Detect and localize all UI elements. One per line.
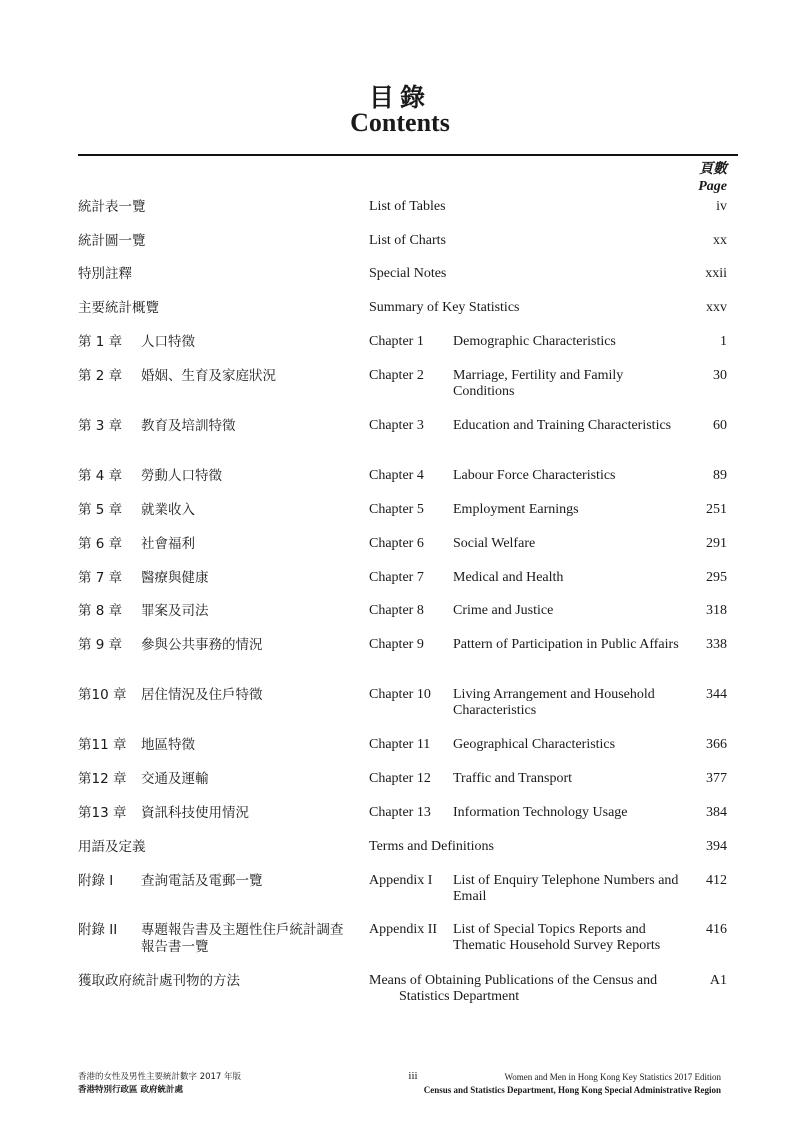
entry-page: iv: [716, 199, 727, 214]
entry-title-zh: 統計表一覽: [78, 199, 146, 215]
footer-left-line1: 香港的女性及男性主要統計數字 2017 年版: [78, 1072, 242, 1082]
chapter-title-en: Pattern of Participation in Public Affairs: [453, 637, 679, 652]
chapter-title-en: Social Welfare: [453, 536, 536, 551]
chapter-title-zh: 居住情況及住戶特徵: [141, 687, 263, 703]
entry-title-en: Terms and Definitions: [369, 839, 494, 854]
chapter-number-en: Chapter 3: [369, 418, 424, 433]
footer-left-line2: 香港特別行政區 政府統計處: [78, 1085, 183, 1095]
entry-page: 295: [706, 570, 727, 585]
chapter-title-en: Education and Training Characteristics: [453, 418, 672, 433]
chapter-number-zh: 第 9 章: [78, 637, 123, 653]
entry-title-zh: 統計圖一覽: [78, 233, 146, 249]
chapter-number-en: Chapter 9: [369, 637, 424, 652]
chapter-title-zh: 罪案及司法: [141, 603, 209, 619]
chapter-title-zh: 人口特徵: [141, 334, 195, 350]
entry-title-en: [369, 973, 681, 1005]
chapter-number-en: Chapter 1: [369, 334, 424, 349]
chapter-title-zh: 地區特徵: [141, 737, 195, 753]
entry-page: A1: [709, 973, 727, 988]
title-chinese: 目錄: [368, 83, 431, 112]
chapter-title-en: Marriage, Fertility and Family Conditions: [453, 368, 624, 399]
chapter-number-zh: 第 3 章: [78, 418, 123, 434]
entry-page: 318: [706, 603, 727, 618]
chapter-number-en: Chapter 6: [369, 536, 424, 551]
entry-page: xxv: [706, 300, 727, 315]
chapter-title-en: Information Technology Usage: [453, 805, 628, 820]
chapter-title-en: Living Arrangement and Household Characteristics: [453, 687, 655, 718]
chapter-number-en: Chapter 12: [369, 771, 431, 786]
chapter-number-zh: 第12 章: [78, 771, 127, 787]
entry-page: 1: [720, 334, 727, 349]
chapter-number-zh: 第 8 章: [78, 603, 123, 619]
chapter-title-zh: 參與公共事務的情況: [141, 637, 263, 653]
chapter-number-en: Chapter 8: [369, 603, 424, 618]
entry-title-en: List of Charts: [369, 233, 446, 248]
chapter-title-en: Crime and Justice: [453, 603, 554, 618]
title-english: Contents: [350, 108, 450, 137]
chapter-title-zh: 醫療與健康: [141, 570, 209, 586]
entry-title-en-line2: Statistics Department: [399, 989, 520, 1004]
chapter-title-en: Geographical Characteristics: [453, 737, 616, 752]
chapter-number-zh: 第 5 章: [78, 502, 123, 518]
entry-page: xx: [713, 233, 727, 248]
entry-page: 366: [706, 737, 727, 752]
chapter-number-en: Chapter 5: [369, 502, 424, 517]
chapter-number-en: Chapter 7: [369, 570, 424, 585]
entry-title-zh: 用語及定義: [78, 839, 146, 855]
chapter-title-en: Labour Force Characteristics: [453, 468, 616, 483]
chapter-title-en: Demographic Characteristics: [453, 334, 616, 349]
chapter-number-en: Chapter 2: [369, 368, 424, 383]
chapter-number-zh: 第13 章: [78, 805, 127, 821]
entry-page: 30: [713, 368, 727, 383]
page-number: iii: [408, 1070, 418, 1082]
chapter-number-en: Chapter 11: [369, 737, 431, 752]
entry-page: 384: [706, 805, 727, 820]
footer-right-line2: Census and Statistics Department, Hong Kong Special Administrative Region: [423, 1085, 721, 1095]
chapter-title-zh: 勞動人口特徵: [141, 468, 222, 484]
entry-title-zh: 獲取政府統計處刊物的方法: [78, 973, 240, 989]
entry-page: xxii: [705, 266, 727, 281]
entry-title-en: Special Notes: [369, 266, 447, 281]
chapter-number-zh: 第 4 章: [78, 468, 123, 484]
footer-right-line1: Women and Men in Hong Kong Key Statistics 2017 Edition: [504, 1072, 721, 1082]
chapter-title-en: Employment Earnings: [453, 502, 579, 517]
entry-page: 412: [706, 873, 727, 888]
chapter-number-en: Chapter 13: [369, 805, 431, 820]
appendix-number-zh: 附錄 II: [78, 922, 118, 938]
chapter-number-zh: 第 1 章: [78, 334, 123, 350]
entry-title-zh: 主要統計概覽: [78, 300, 159, 316]
entry-page: 344: [706, 687, 727, 702]
page-header-zh: 頁數: [699, 161, 727, 177]
appendix-title-en: List of Special Topics Reports and Thematic Household Survey Reports: [453, 922, 661, 953]
appendix-number-en: Appendix I: [369, 873, 433, 888]
entry-page: 60: [713, 418, 727, 433]
chapter-number-zh: 第11 章: [78, 737, 127, 753]
chapter-number-zh: 第 6 章: [78, 536, 123, 552]
appendix-title-zh: 查詢電話及電郵一覽: [141, 873, 263, 889]
chapter-title-zh: 就業收入: [141, 502, 195, 518]
appendix-number-en: Appendix II: [369, 922, 438, 937]
chapter-title-zh: 教育及培訓特徵: [141, 418, 236, 434]
entry-title-zh: 特別註釋: [78, 266, 132, 282]
entry-title-en-line1: Means of Obtaining Publications of the Census and: [369, 973, 658, 988]
chapter-title-en: Medical and Health: [453, 570, 564, 585]
chapter-title-en: Traffic and Transport: [453, 771, 573, 786]
appendix-number-zh: 附錄 I: [78, 873, 114, 889]
entry-page: 416: [706, 922, 727, 937]
chapter-number-en: Chapter 4: [369, 468, 424, 483]
chapter-title-zh: 婚姻、生育及家庭狀況: [141, 368, 276, 384]
page-header-en: Page: [698, 179, 727, 194]
entry-page: 251: [706, 502, 727, 517]
footer-right: [424, 1071, 721, 1097]
entry-page: 291: [706, 536, 727, 551]
chapter-number-zh: 第 7 章: [78, 570, 123, 586]
chapter-title-zh: 社會福利: [141, 536, 195, 552]
entry-page: 377: [706, 771, 727, 786]
entry-title-en: Summary of Key Statistics: [369, 300, 520, 315]
chapter-number-zh: 第 2 章: [78, 368, 123, 384]
appendix-title-en: List of Enquiry Telephone Numbers and Email: [453, 873, 679, 904]
chapter-title-zh: 交通及運輸: [141, 771, 209, 787]
chapter-title-zh: 資訊科技使用情況: [141, 805, 249, 821]
chapter-number-zh: 第10 章: [78, 687, 127, 703]
entry-page: 338: [706, 637, 727, 652]
appendix-title-zh: 專題報告書及主題性住戶統計調查報告書一覽: [141, 922, 344, 955]
entry-page: 89: [713, 468, 727, 483]
entry-title-en: List of Tables: [369, 199, 446, 214]
chapter-number-en: Chapter 10: [369, 687, 431, 702]
entry-page: 394: [706, 839, 727, 854]
